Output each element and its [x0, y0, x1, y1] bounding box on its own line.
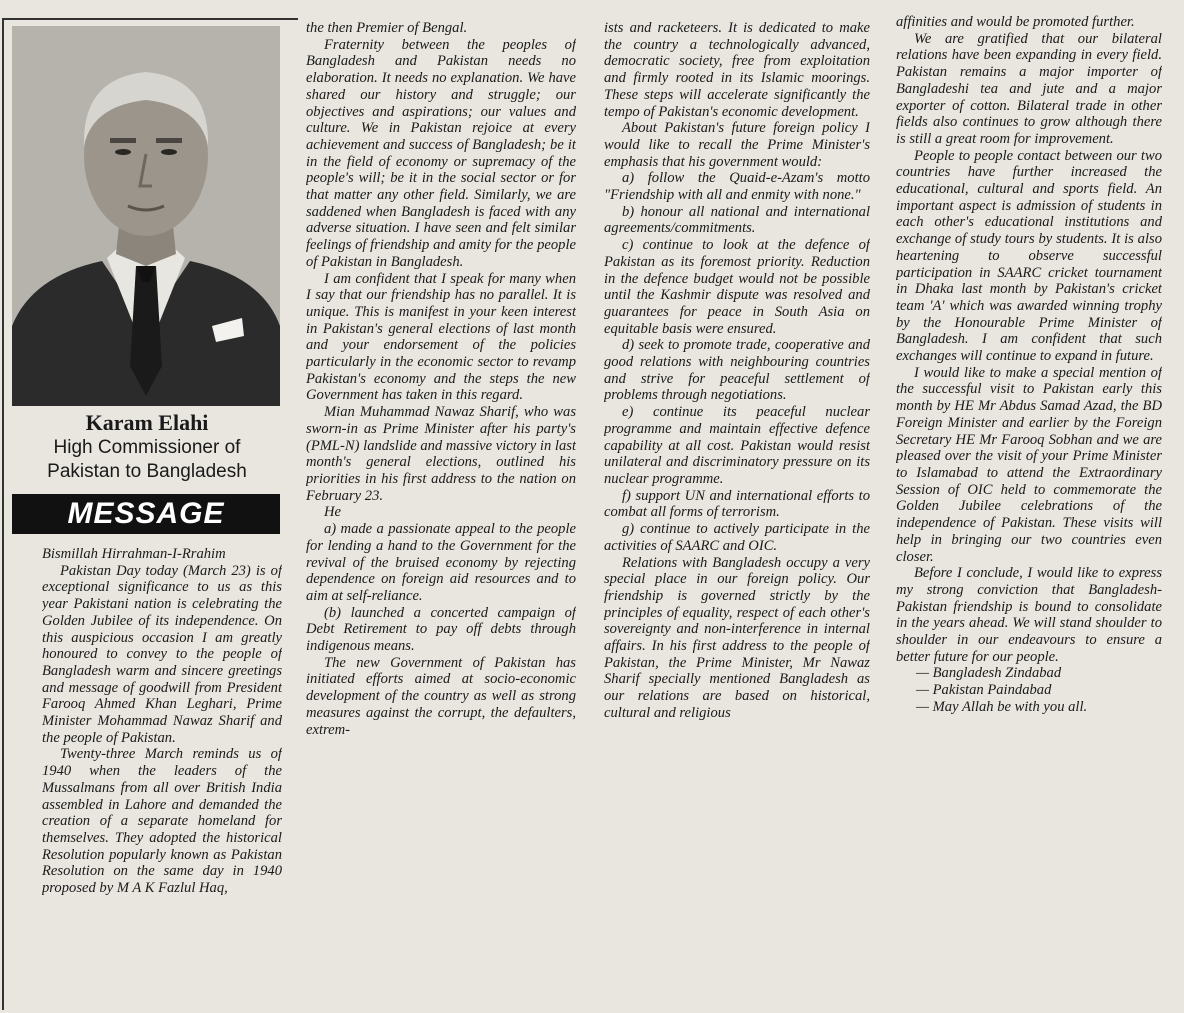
list-item: (b) launched a concerted campaign of Debt Retirement to pay off debts through indigenous means.: [306, 604, 576, 655]
paragraph: Before I conclude, I would like to express my strong conviction that Bangladesh-Pakistan friendship is bound to consolidate in the years ahead. We will stand shoulder to shoulder in our endeavours to ensure a better future for our people.: [896, 565, 1162, 665]
person-title: [12, 436, 282, 484]
list-item: f) support UN and international efforts to combat all forms of terrorism.: [604, 487, 870, 521]
closing-line: — Bangladesh Zindabad: [916, 665, 1062, 682]
list-item: a) made a passionate appeal to the people for lending a hand to the Government for the revival of the bruised economy by rejecting dependence on foreign aid resources and to aim at self-reliance.: [306, 521, 576, 604]
list-item: a) follow the Quaid-e-Azam's motto "Friendship with all and enmity with none.": [604, 170, 870, 204]
portrait-illustration: [12, 26, 280, 406]
paragraph: The new Government of Pakistan has initiated efforts aimed at socio-economic development of the country as well as strong measures against the corrupt, the defaulters, extrem-: [306, 654, 576, 738]
person-title-line1: High Commissioner of: [53, 437, 241, 458]
paragraph: We are gratified that our bilateral relations have been expanding in every field. Pakistan remains a major importer of Bangladeshi tea and jute and a major exporter of cotton. Bilateral trade in other fields also continues to grow although there is still a great room for improvement.: [896, 30, 1162, 147]
closing-line: — Pakistan Paindabad: [916, 682, 1052, 699]
person-title-line2: Pakistan to Bangladesh: [47, 461, 247, 482]
person-name: Karam Elahi: [85, 410, 209, 435]
paragraph: affinities and would be promoted further.: [896, 14, 1135, 30]
paragraph: Twenty-three March reminds us of 1940 when the leaders of the Mussalmans from all over British India assembled in Lahore and demanded the creation of a separate homeland for themselves. They adopted the historical Resolution popularly known as Pakistan Resolution on the same day in 1940 proposed by M A K Fazlul Haq,: [42, 746, 282, 897]
list-item: g) continue to actively participate in the activities of SAARC and OIC.: [604, 521, 870, 554]
list-item: b) honour all national and international agreements/commitments.: [604, 203, 870, 237]
closing-line: — May Allah be with you all.: [916, 698, 1088, 715]
paragraph: I would like to make a special mention of the successful visit to Pakistan early this month by HE Mr Abdus Samad Azad, the BD Foreign Minister and earlier by the Foreign Secretary HE Mr Farooq Sobhan and we are pleased over the visit of your Prime Minister to Islamabad to attend the Extraordinary Session of OIC held to commemorate the Golden Jubilee celebrations of the independence of Pakistan. These visits will help in bringing our two countries even closer.: [896, 364, 1162, 565]
column-2: [306, 20, 576, 1010]
column-3: [604, 20, 870, 1010]
paragraph: About Pakistan's future foreign policy I would like to recall the Prime Minister's emphasis that his government would:: [604, 120, 870, 170]
paragraph: Pakistan Day today (March 23) is of exceptional significance to us as this year Pakistani nation is celebrating the Golden Jubilee of its independence. On this auspicious occasion I am greatly honoured to convey to the people of Bangladesh warm and sincere greetings and message of goodwill from President Farooq Ahmed Khan Leghari, Prime Minister Mohammad Nawaz Sharif and the people of Pakistan.: [42, 562, 282, 746]
list-item: c) continue to look at the defence of Pakistan as its foremost priority. Reduction in the defence budget would not be possible until the Kashmir dispute was resolved and guarantees for peace in South Asia on equitable basis were ensured.: [604, 237, 870, 337]
list-item: e) continue its peaceful nuclear programme and maintain effective defence capability at all cost. Pakistan would resist unilateral and discriminatory pressure on its nuclear programme.: [604, 404, 870, 487]
message-banner: MESSAGE: [12, 494, 280, 534]
paragraph: the then Premier of Bengal.: [306, 20, 468, 36]
portrait-photo: [12, 26, 280, 406]
paragraph: He: [324, 504, 342, 521]
paragraph: Mian Muhammad Nawaz Sharif, who was sworn-in as Prime Minister after his party's (PML-N) landslide and massive victory in last month's general elections, outlined his priorities in his first address to the nation on February 23.: [306, 404, 576, 504]
paragraph: ists and racketeers. It is dedicated to make the country a technologically advanced, democratic society, free from exploitation and firmly rooted in its Islamic moorings. These steps will accelerate significantly the tempo of Pakistan's economic development.: [604, 20, 870, 120]
column-1: [42, 546, 282, 1011]
paragraph: Relations with Bangladesh occupy a very special place in our foreign policy. Our friendship is governed strictly by the principles of equality, respect of each other's sovereignty and non-interference in internal affairs. In his first address to the people of Pakistan, the Prime Minister, Mr Nawaz Sharif specially mentioned Bangladesh as our relations are based on historical, cultural and religious: [604, 554, 870, 721]
salutation: Bismillah Hirrahman-I-Rrahim: [42, 546, 226, 562]
paragraph: Fraternity between the peoples of Bangladesh and Pakistan needs no elaboration. It needs no explanation. We have shared our history and struggle; our objectives and aspirations; our values and culture. We in Pakistan rejoice at every achievement and success of Bangladesh; be it in the field of economy or supremacy of the people's will; be it in the social sector or for that matter any other field. Similarly, we are saddened when Bangladesh is faced with any adverse situation. I have seen and felt similar feelings of friendship and amity for the people of Pakistan in Bangladesh.: [306, 36, 576, 270]
list-item: d) seek to promote trade, cooperative and good relations with neighbouring countries and strive for peaceful settlement of problems through negotiations.: [604, 337, 870, 404]
column-4: [896, 14, 1162, 1010]
paragraph: I am confident that I speak for many when I say that our friendship has no parallel. It is unique. This is manifest in your keen interest in Pakistan's general elections of last month and your endorsement of the policies particularly in the economic sector to revamp Pakistan's economy and the steps the new Government has taken in this regard.: [306, 270, 576, 404]
paragraph: People to people contact between our two countries have further increased the educational, cultural and sports field. An important aspect is admission of students in each other's educational institutions and exchange of study tours by students. It is also heartening to observe successful participation in SAARC cricket tournament in Dhaka last month by Pakistan's cricket team 'A' which was awarded winning trophy by the Honourable Prime Minister of Bangladesh. I am confident that such exchanges will continue to expand in future.: [896, 147, 1162, 365]
